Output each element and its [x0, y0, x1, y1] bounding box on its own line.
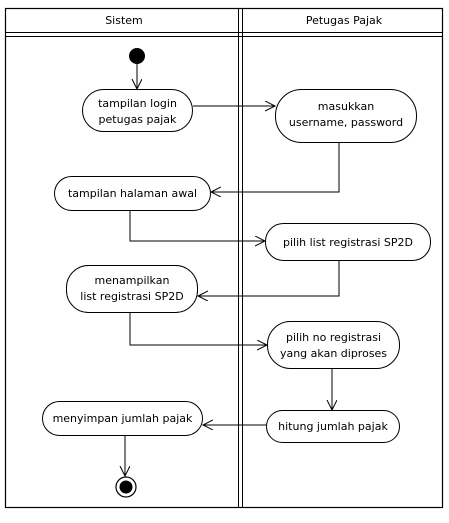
action-masukkan-line-2: username, password	[288, 116, 404, 129]
action-pilih-no-line-2: yang akan diproses	[279, 347, 388, 360]
action-hitung-line-1: hitung jumlah pajak	[278, 420, 388, 433]
action-masukkan	[276, 90, 417, 143]
action-menampilkan-line-1: menampilkan	[94, 274, 170, 287]
edge-menampilkan-to-pilih-no	[130, 313, 267, 345]
action-pilih-list-line-1: pilih list registrasi SP2D	[282, 236, 414, 249]
action-menyimpan-line-1: menyimpan jumlah pajak	[52, 412, 193, 425]
edge-halaman-to-pilih-list	[130, 210, 265, 241]
edge-masukkan-to-halaman	[211, 143, 339, 192]
action-pilih-no-line-1: pilih no registrasi	[286, 331, 381, 344]
action-masukkan-line-1: masukkan	[317, 100, 375, 113]
action-pilih-list	[266, 224, 431, 261]
action-halaman-awal-line-1: tampilan halaman awal	[67, 187, 198, 200]
action-menyimpan	[43, 402, 203, 436]
action-menampilkan	[67, 266, 198, 313]
action-halaman-awal	[55, 177, 211, 211]
action-pilih-no	[268, 322, 400, 369]
action-hitung	[267, 411, 400, 443]
edge-pilih-list-to-menampilkan	[198, 261, 339, 296]
start-node	[129, 48, 145, 64]
action-tampilan-login-line-1: tampilan login	[98, 97, 177, 110]
action-tampilan-login-line-2: petugas pajak	[98, 113, 177, 126]
action-menampilkan-line-2: list registrasi SP2D	[80, 290, 184, 303]
swimlane-title-petugas-pajak: Petugas Pajak	[305, 14, 383, 27]
action-tampilan-login	[83, 90, 193, 132]
swimlane-title-sistem: Sistem	[105, 14, 143, 27]
end-node	[116, 477, 136, 497]
